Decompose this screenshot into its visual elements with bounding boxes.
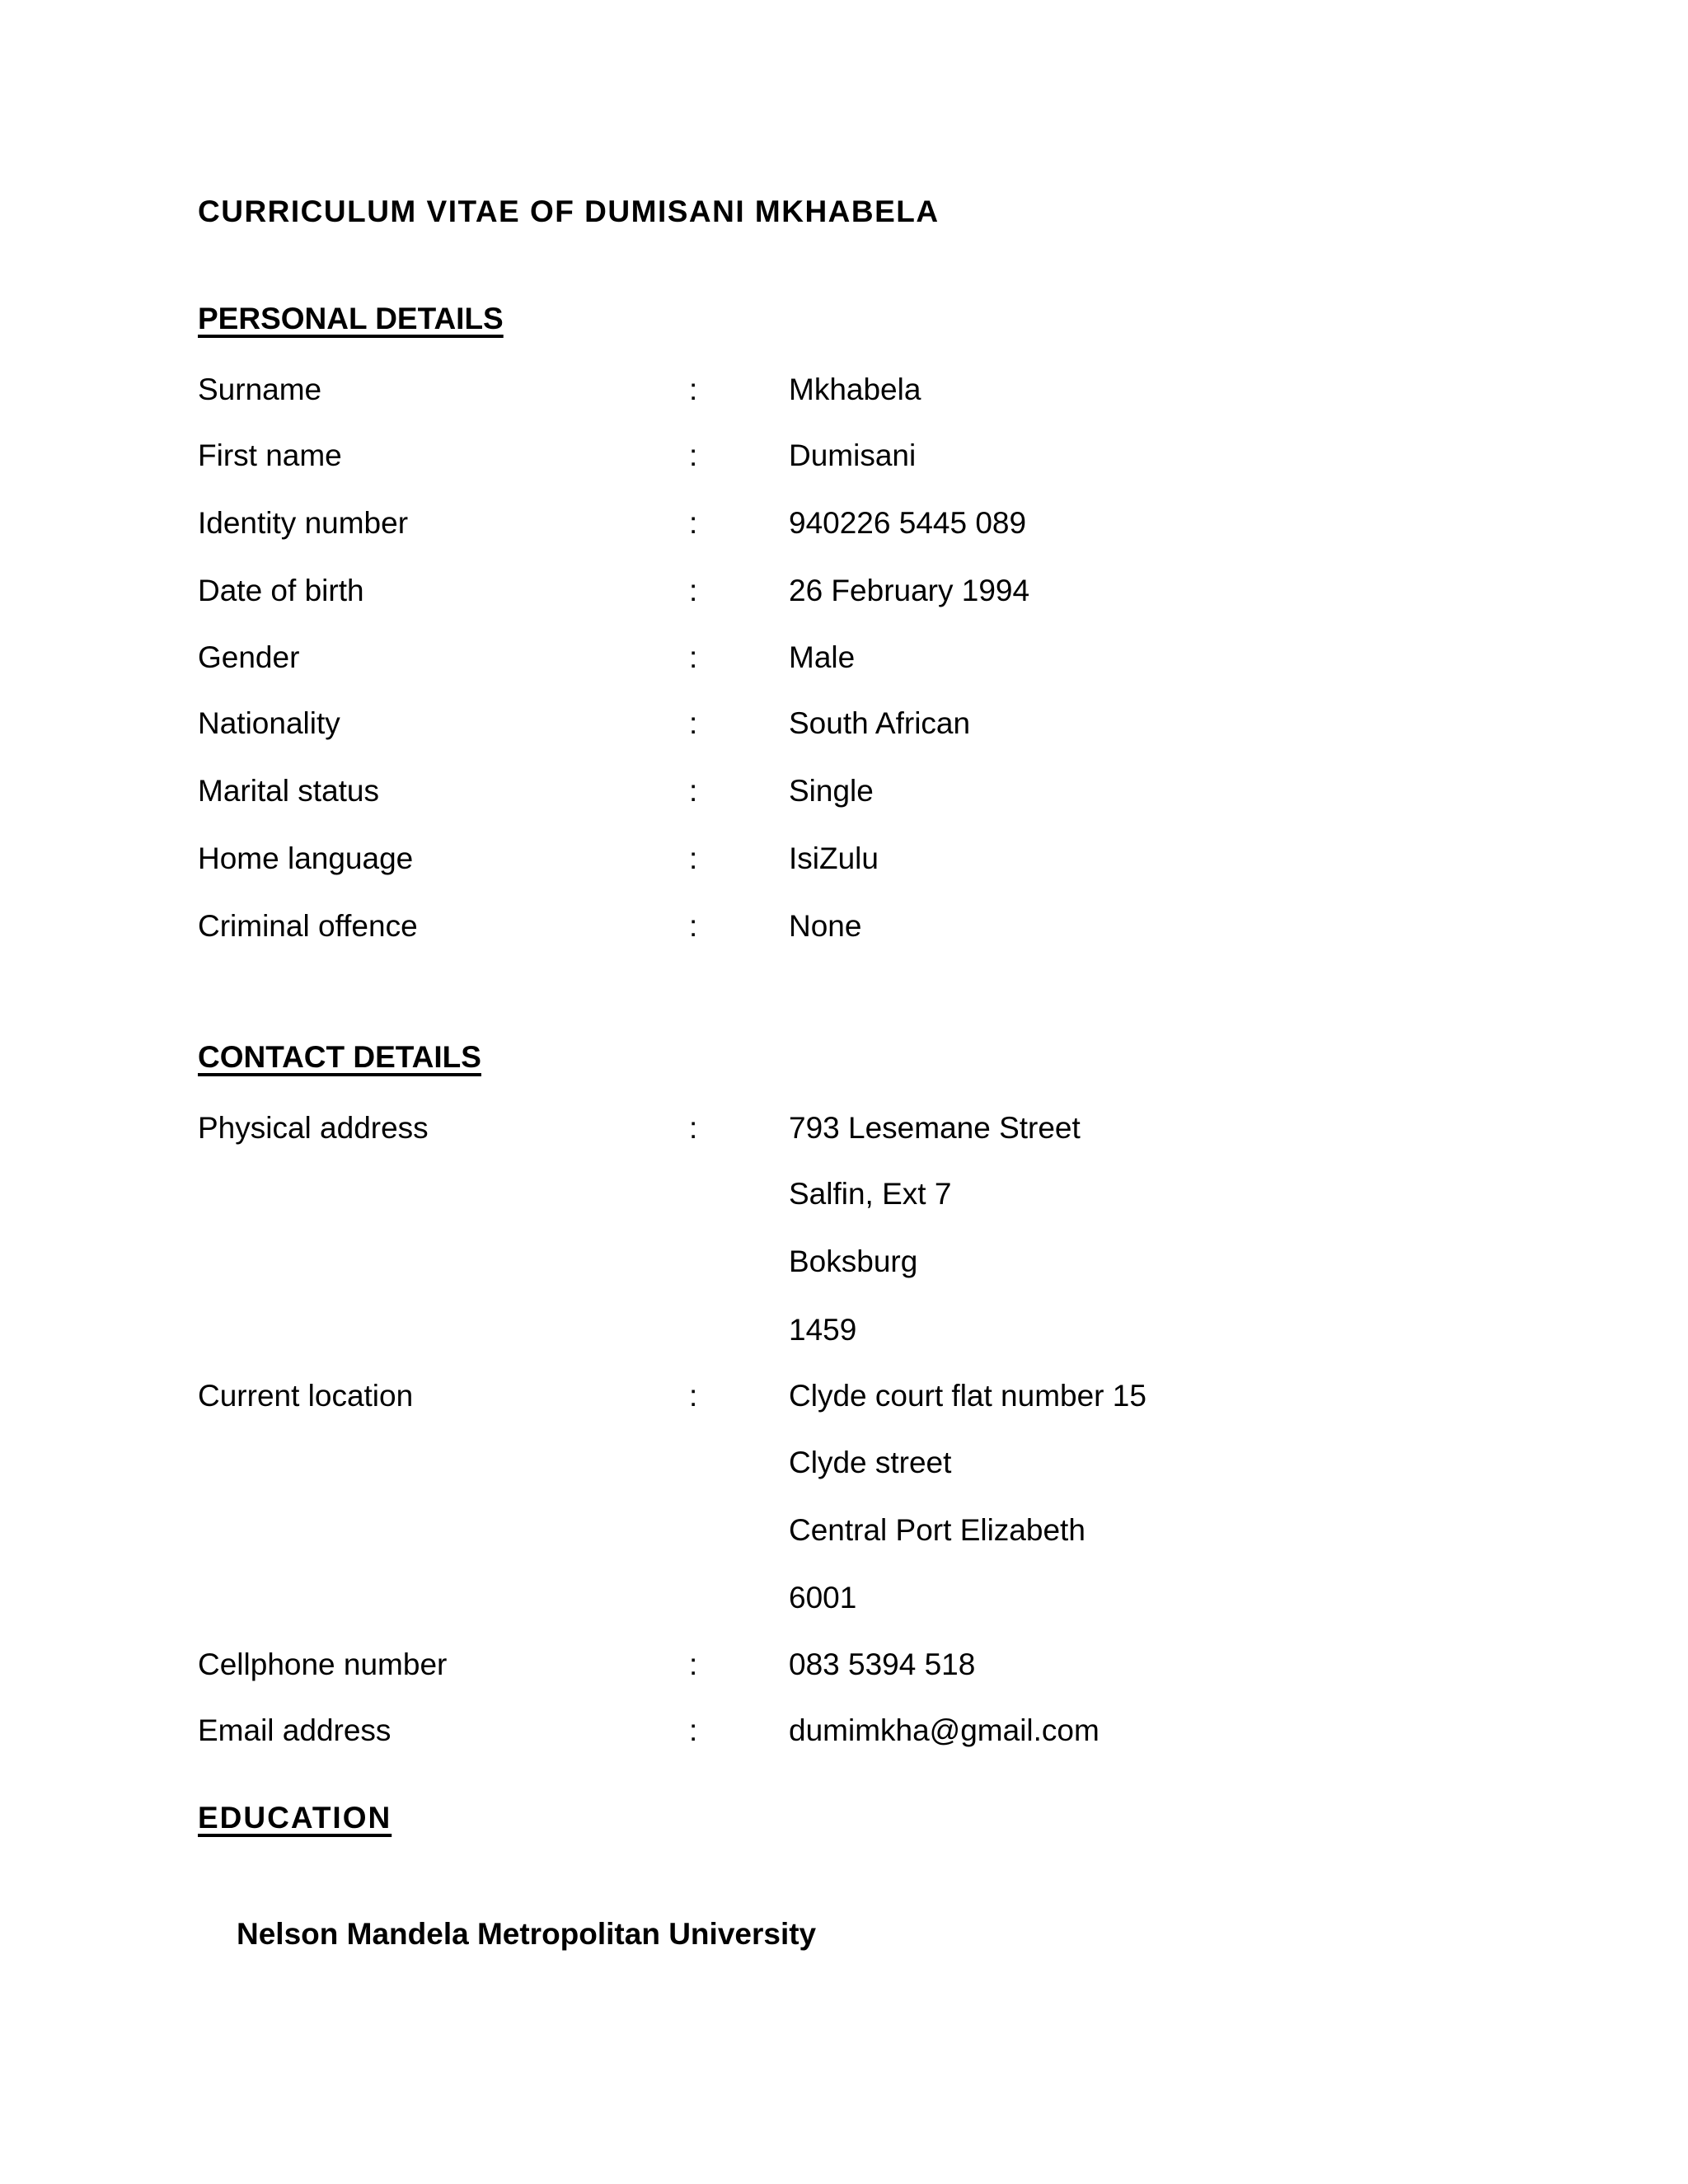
detail-label: Physical address — [198, 1111, 429, 1145]
detail-label: Identity number — [198, 506, 409, 540]
detail-separator: : — [689, 373, 698, 406]
location-line-row — [0, 1581, 1688, 1622]
detail-separator: : — [689, 774, 698, 808]
detail-row-surname — [0, 373, 1688, 414]
detail-value: None — [789, 909, 862, 943]
detail-row-home-language — [0, 841, 1688, 883]
detail-label: Gender — [198, 640, 300, 674]
detail-label: First name — [198, 438, 342, 472]
cellphone-value: 083 5394 518 — [789, 1647, 976, 1681]
detail-label: Nationality — [198, 706, 340, 740]
detail-label: Current location — [198, 1379, 414, 1413]
detail-separator: : — [689, 438, 698, 472]
address-line: 1459 — [789, 1313, 857, 1347]
detail-value: 940226 5445 089 — [789, 506, 1027, 540]
location-line-row — [0, 1513, 1688, 1554]
detail-label: Cellphone number — [198, 1647, 448, 1681]
detail-row-marital-status — [0, 774, 1688, 815]
detail-row-nationality — [0, 706, 1688, 748]
detail-separator: : — [689, 640, 698, 674]
detail-label: Home language — [198, 841, 414, 875]
address-line-row — [0, 1313, 1688, 1354]
detail-label: Surname — [198, 373, 322, 406]
personal-details-heading: PERSONAL DETAILS — [198, 302, 504, 335]
location-line: Clyde street — [789, 1446, 952, 1479]
location-line: Central Port Elizabeth — [789, 1513, 1085, 1547]
contact-details-heading: CONTACT DETAILS — [198, 1040, 481, 1074]
contact-row-cellphone — [0, 1647, 1688, 1689]
detail-value: South African — [789, 706, 971, 740]
detail-label: Criminal offence — [198, 909, 418, 943]
detail-row-gender — [0, 640, 1688, 682]
detail-label: Email address — [198, 1713, 392, 1747]
address-line: Salfin, Ext 7 — [789, 1177, 952, 1211]
location-line: Clyde court flat number 15 — [789, 1379, 1146, 1413]
detail-separator: : — [689, 1111, 698, 1145]
location-line-row — [0, 1446, 1688, 1487]
email-value: dumimkha@gmail.com — [789, 1713, 1100, 1747]
detail-label: Marital status — [198, 774, 380, 808]
detail-row-date-of-birth — [0, 574, 1688, 615]
detail-separator: : — [689, 909, 698, 943]
contact-row-physical-address — [0, 1111, 1688, 1152]
detail-value: Male — [789, 640, 856, 674]
detail-separator: : — [689, 1713, 698, 1747]
education-heading: EDUCATION — [198, 1801, 392, 1835]
detail-separator: : — [689, 1379, 698, 1413]
education-institution: Nelson Mandela Metropolitan University — [237, 1917, 817, 1951]
detail-row-identity-number — [0, 506, 1688, 547]
detail-value: Single — [789, 774, 874, 808]
address-line: 793 Lesemane Street — [789, 1111, 1081, 1145]
address-line-row — [0, 1244, 1688, 1286]
detail-separator: : — [689, 1647, 698, 1681]
contact-row-email — [0, 1713, 1688, 1755]
detail-value: IsiZulu — [789, 841, 879, 875]
detail-separator: : — [689, 706, 698, 740]
detail-separator: : — [689, 574, 698, 607]
address-line: Boksburg — [789, 1244, 918, 1278]
detail-value: 26 February 1994 — [789, 574, 1030, 607]
detail-row-first-name — [0, 438, 1688, 480]
detail-value: Mkhabela — [789, 373, 921, 406]
address-line-row — [0, 1177, 1688, 1218]
document-title: CURRICULUM VITAE OF DUMISANI MKHABELA — [198, 194, 940, 228]
detail-value: Dumisani — [789, 438, 917, 472]
contact-row-current-location — [0, 1379, 1688, 1420]
detail-separator: : — [689, 506, 698, 540]
detail-label: Date of birth — [198, 574, 364, 607]
detail-separator: : — [689, 841, 698, 875]
location-line: 6001 — [789, 1581, 857, 1615]
detail-row-criminal-offence — [0, 909, 1688, 950]
